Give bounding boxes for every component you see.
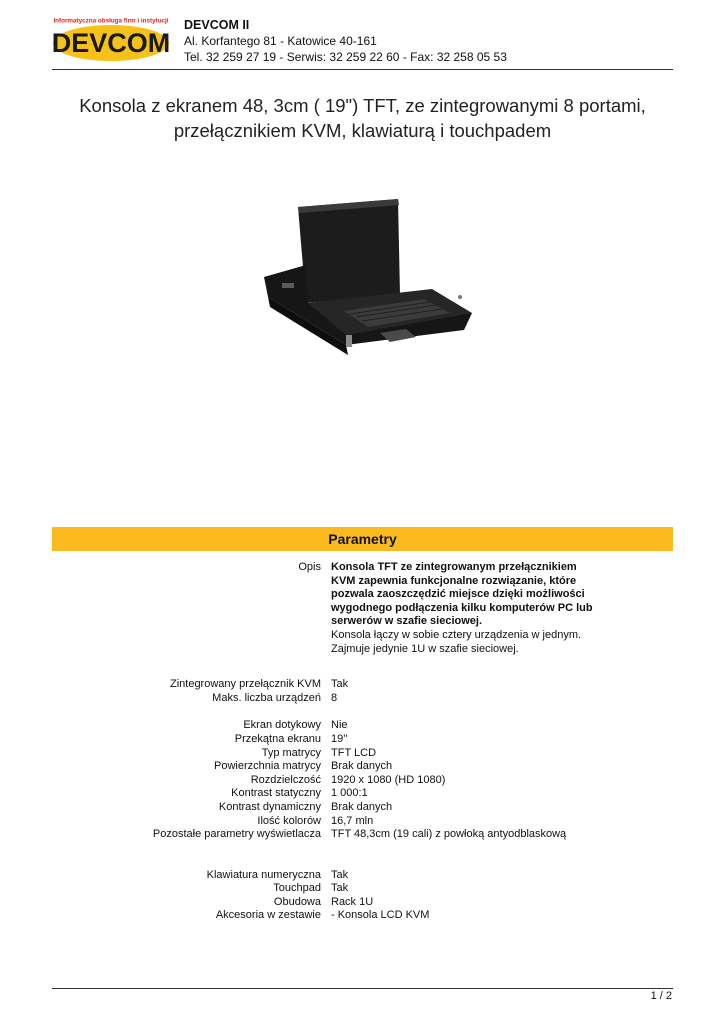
spec-label: Rozdzielczość [250,773,321,786]
spec-label: Ekran dotykowy [243,719,321,732]
spec-label: Ilość kolorów [257,814,321,827]
description-bold-line: Konsola TFT ze zintegrowanym przełącznikiem [331,561,577,573]
page-number: 1 / 2 [650,990,672,1002]
spec-value: TFT 48,3cm (19 cali) z powłoką antyodblaskową [331,828,567,841]
spec-value: Tak [331,882,349,895]
spec-row [52,801,673,815]
spec-row [52,882,673,896]
description-bold-line: serwerów w szafie sieciowej. [331,615,483,628]
product-title [52,93,673,143]
header-divider [52,69,673,70]
spec-value: 16,7 mln [331,814,374,827]
description-line: Zajmuje jedynie 1U w szafie sieciowej. [331,642,519,655]
spec-table [52,561,673,923]
spec-row [52,828,673,842]
section-header-parametry: Parametry [52,527,673,551]
spec-value: Brak danych [331,760,393,773]
spec-value: 1920 x 1080 (HD 1080) [331,773,446,786]
product-title-line-2: przełącznikiem KVM, klawiaturą i touchpadem [173,120,552,141]
spec-row [52,692,673,706]
spec-value: 8 [331,691,338,704]
spec-label: Przekątna ekranu [234,732,321,745]
spec-value: Tak [331,868,349,881]
company-address: Al. Korfantego 81 - Katowice 40-161 [184,34,377,48]
spec-row [52,815,673,829]
logo-tagline: Informatyczna obsługa firm i instytucji [53,17,169,25]
company-contact: Tel. 32 259 27 19 - Serwis: 32 259 22 60 - Fax: 32 258 05 53 [184,50,507,64]
spec-label: Obudowa [273,895,321,908]
spec-row [52,678,673,692]
spec-label: Zintegrowany przełącznik KVM [169,678,321,691]
spec-row [52,747,673,761]
description-bold-line: pozwala zaoszczędzić miejsce dzięki możliwości [331,588,585,601]
spec-label: Pozostałe parametry wyświetlacza [152,828,321,841]
spec-row [52,869,673,883]
product-image [228,185,496,375]
description-value [331,561,621,656]
spec-label: Akcesoria w zestawie [215,909,321,922]
spec-value: Tak [331,678,349,691]
footer-divider [52,988,673,989]
spec-label: Typ matrycy [261,746,321,759]
spec-label: Klawiatura numeryczna [206,868,321,881]
spec-label: Touchpad [273,882,321,895]
product-title-line-1: Konsola z ekranem 48, 3cm ( 19") TFT, ze zintegrowanymi 8 portami, [79,95,646,116]
description-row [52,561,673,656]
spec-row [52,733,673,747]
spec-value: TFT LCD [331,746,377,759]
spec-value: 19'' [331,732,348,745]
spec-row [52,787,673,801]
company-info [184,17,507,65]
spec-label: Maks. liczba urządzeń [212,691,321,704]
spec-row [52,909,673,923]
devcom-logo [52,16,170,62]
description-bold-line: KVM zapewnia funkcjonalne rozwiązanie, które [331,574,577,587]
spec-row [52,774,673,788]
spec-row [52,896,673,910]
spec-value: - Konsola LCD KVM [331,909,430,922]
spec-label: Kontrast statyczny [231,787,321,800]
description-bold-line: wygodnego podłączenia kilku komputerów PC lub [331,601,593,614]
spec-value: Rack 1U [331,895,374,908]
logo-text: DEVCOM [52,28,170,58]
spec-row [52,719,673,733]
spec-value: Nie [331,719,348,732]
spec-label: Kontrast dynamiczny [218,800,321,813]
company-name: DEVCOM II [184,18,250,32]
spec-row [52,760,673,774]
description-line: Konsola łączy w sobie cztery urządzenia w jednym. [331,628,582,641]
spec-value: Brak danych [331,800,393,813]
spec-value: 1 000:1 [331,787,368,800]
spec-label: Powierzchnia matrycy [214,760,321,773]
description-label: Opis [298,561,321,573]
